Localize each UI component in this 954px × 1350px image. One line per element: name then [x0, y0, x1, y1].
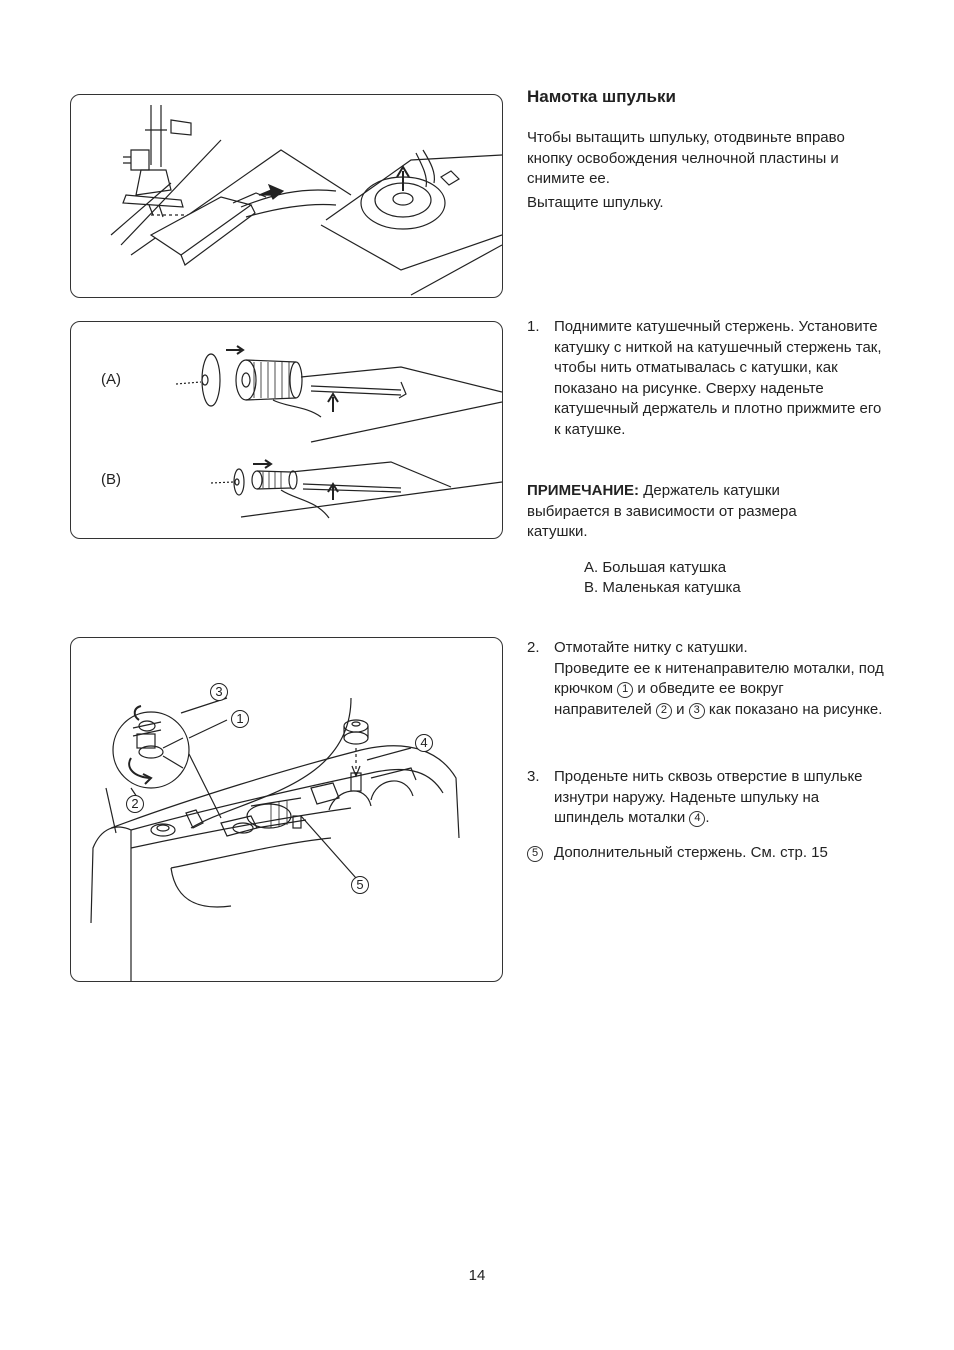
ref-3-inline: 3: [689, 703, 705, 719]
ref-2-figure: 2: [126, 795, 144, 813]
note-5-text: Дополнительный стержень. См. стр. 15: [554, 844, 828, 861]
note-paragraph: [527, 481, 857, 543]
step-3-number: 3.: [527, 768, 540, 785]
ref-3-figure: 3: [210, 683, 228, 701]
figure-spool-holders: [70, 321, 503, 539]
step-2-number: 2.: [527, 639, 540, 656]
step-1-number: 1.: [527, 318, 540, 335]
page-number: 14: [468, 1267, 486, 1284]
label-large-spool: (A): [101, 371, 121, 388]
ref-5-figure: 5: [351, 876, 369, 894]
ref-5-inline: 5: [527, 846, 543, 862]
intro-paragraph-2: [527, 193, 887, 214]
step-2-line-1: Отмотайте нитку с катушки.: [554, 639, 748, 656]
ref-2-inline: 2: [656, 703, 672, 719]
step-1: [527, 317, 887, 467]
note-item-a: [584, 558, 726, 579]
step-2-text: [554, 638, 884, 720]
note-item-a-text: A. Большая катушка: [584, 559, 727, 576]
remove-bobbin-illustration: [71, 95, 502, 297]
page-title: Намотка шпульки: [527, 87, 676, 106]
ref-1-inline: 1: [617, 682, 633, 698]
step-1-text: Поднимите катушечный стержень. Установите катушку с ниткой на катушечный стержень так, чтобы нить отматывалась с катушки, как показано на рисунке. Сверху наденьте катушечный держатель и плотно прижмите его к катушке.: [554, 318, 882, 438]
ref-4-figure: 4: [415, 734, 433, 752]
figure-remove-bobbin: [70, 94, 503, 298]
step-3-text: Проденьте нить сквозь отверстие в шпульке изнутри наружу. Наденьте шпульку на шпиндель моталки 4 .: [554, 768, 863, 826]
label-small-spool: (B): [101, 471, 121, 488]
intro-text-2: Вытащите шпульку.: [527, 194, 664, 211]
step-2: [527, 638, 887, 748]
figure-bobbin-winding: [70, 637, 503, 982]
intro-text-1: Чтобы вытащить шпульку, отодвиньте вправо кнопку освобождения челночной пластины и снимите ее.: [527, 129, 845, 187]
note-item-b: [584, 578, 741, 599]
note-label: ПРИМЕЧАНИЕ:: [527, 482, 640, 499]
ref-4-inline: 4: [689, 811, 705, 827]
step-3: [527, 767, 887, 831]
ref-1-figure: 1: [231, 710, 249, 728]
step-2-line-2: Проведите ее к нитенаправителю моталки, под крючком 1 и обведите ее вокруг направителей 2 и 3 как показано на рисунке.: [554, 659, 884, 718]
spool-holders-illustration: [71, 322, 502, 538]
intro-paragraph-1: [527, 128, 887, 190]
note-item-b-text: B. Маленькая катушка: [584, 579, 741, 596]
note-text: Держатель катушки выбирается в зависимости от размера катушки.: [527, 482, 797, 540]
